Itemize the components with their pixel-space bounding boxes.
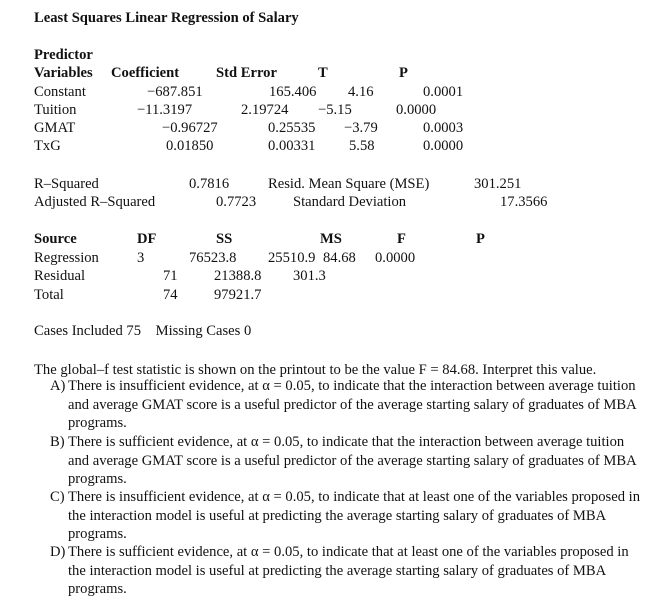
coef-header-variables: Variables	[34, 65, 93, 81]
choice-c[interactable]	[50, 488, 646, 544]
choice-text: There is insufficient evidence, at α = 0.05, to indicate that the interaction between average tuition and average GMAT score is a useful predictor of the average starting salary of graduates of MBA programs.	[68, 378, 636, 432]
coef-row-t: −5.15	[318, 102, 352, 118]
std-dev-label: Standard Deviation	[293, 194, 407, 210]
choice-text: There is insufficient evidence, at α = 0.05, to indicate that at least one of the variables proposed in the interaction model is useful at predicting the average starting salary of graduates of MBA programs.	[68, 489, 641, 543]
coef-row-name: Constant	[34, 84, 86, 100]
coef-row-name: GMAT	[34, 120, 76, 136]
anova-ms: 301.3	[293, 268, 326, 284]
std-dev-value: 17.3566	[500, 194, 548, 210]
r-squared-label: R–Squared	[34, 176, 99, 192]
anova-df: 3	[137, 250, 145, 266]
choice-a[interactable]	[50, 377, 646, 433]
coef-header-predictor: Predictor	[34, 47, 93, 63]
adj-r-squared-label: Adjusted R–Squared	[34, 194, 156, 210]
choice-label: C)	[50, 489, 65, 505]
coef-header-coefficient: Coefficient	[111, 65, 180, 81]
choice-label: A)	[50, 378, 66, 394]
coef-row-name: TxG	[34, 138, 61, 154]
r-squared-value: 0.7816	[189, 176, 230, 192]
coef-row-coefficient: 0.01850	[166, 138, 214, 154]
anova-ss: 76523.8	[189, 250, 237, 266]
choice-text: There is sufficient evidence, at α = 0.05, to indicate that at least one of the variables proposed in the interaction model is useful at predicting the average starting salary of graduates of MBA programs.	[68, 544, 629, 598]
coef-row-p: 0.0000	[423, 138, 464, 154]
anova-header-f: F	[397, 231, 406, 247]
anova-source: Residual	[34, 268, 86, 284]
choice-b[interactable]	[50, 433, 646, 489]
mse-value: 301.251	[474, 176, 522, 192]
choice-label: B)	[50, 434, 65, 450]
anova-header-ms: MS	[320, 231, 342, 247]
choice-label: D)	[50, 544, 66, 560]
coef-row-coefficient: −11.3197	[137, 102, 193, 118]
anova-source: Regression	[34, 250, 99, 266]
anova-ss: 21388.8	[214, 268, 262, 284]
coef-row-t: −3.79	[344, 120, 378, 136]
anova-ss: 97921.7	[214, 287, 262, 303]
anova-p: 0.0000	[375, 250, 416, 266]
coef-row-name: Tuition	[34, 102, 77, 118]
coef-header-std-error: Std Error	[216, 65, 277, 81]
coef-row-std-error: 0.25535	[268, 120, 316, 136]
anova-source: Total	[34, 287, 64, 303]
coef-row-std-error: 0.00331	[268, 138, 316, 154]
choice-text: There is sufficient evidence, at α = 0.05, to indicate that the interaction between average tuition and average GMAT score is a useful predictor of the average starting salary of graduates of MBA programs.	[68, 434, 636, 488]
question-text: The global–f test statistic is shown on the printout to be the value F = 84.68. Interpret this value.	[34, 362, 597, 378]
anova-df: 74	[163, 287, 178, 303]
page-title: Least Squares Linear Regression of Salary	[34, 10, 299, 26]
coef-row-std-error: 165.406	[269, 84, 317, 100]
choice-d[interactable]	[50, 543, 646, 599]
anova-header-p: P	[476, 231, 485, 247]
anova-df: 71	[163, 268, 178, 284]
coef-row-t: 4.16	[348, 84, 374, 100]
coef-header-t: T	[318, 65, 328, 81]
coef-row-coefficient: −687.851	[147, 84, 203, 100]
anova-ms: 25510.9	[268, 250, 316, 266]
mse-label: Resid. Mean Square (MSE)	[268, 176, 430, 192]
coef-row-p: 0.0003	[423, 120, 464, 136]
coef-row-p: 0.0000	[396, 102, 437, 118]
anova-header-ss: SS	[216, 231, 233, 247]
anova-header-source: Source	[34, 231, 77, 247]
coef-row-t: 5.58	[349, 138, 375, 154]
coef-row-coefficient: −0.96727	[162, 120, 218, 136]
anova-header-df: DF	[137, 231, 157, 247]
coef-header-p: P	[399, 65, 408, 81]
coef-row-p: 0.0001	[423, 84, 464, 100]
cases-summary: Cases Included 75 Missing Cases 0	[34, 323, 252, 339]
anova-f: 84.68	[323, 250, 356, 266]
coef-row-std-error: 2.19724	[241, 102, 289, 118]
adj-r-squared-value: 0.7723	[216, 194, 257, 210]
